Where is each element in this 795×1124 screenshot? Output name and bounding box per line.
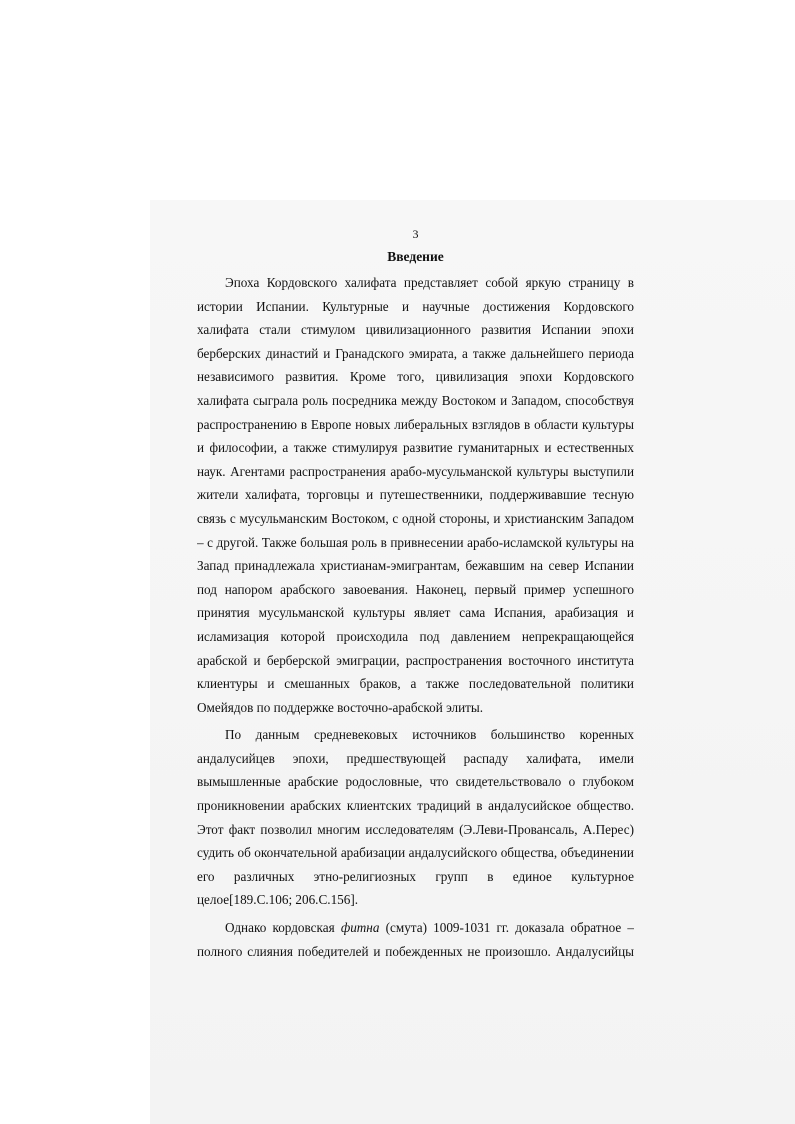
text-block [197,226,634,963]
paragraph-line: жители халифата, торговцы и путешественники, поддерживавшие тесную [197,487,634,503]
paragraph-line: берберских династий и Гранадского эмирата, а также дальнейшего периода [197,345,634,361]
paragraph-line: вымышленные арабские родословные, что свидетельствовало о глубоком [197,774,634,790]
paragraph-line: По данным средневековых источников большинство коренных [225,727,634,743]
paragraph-line [197,916,634,940]
paragraph-line: андалусийцев эпохи, предшествующей распаду халифата, имели [197,750,634,766]
page-number: 3 [412,227,419,241]
paragraph-line: проникновении арабских клиентских традиций в андалусийское общество. [197,798,634,814]
line-text: Однако кордовская [225,920,341,936]
paragraph-line: халифата стали стимулом цивилизационного развития Испании эпохи [197,322,634,338]
paragraph-3 [197,916,634,963]
paragraph-line: связь с мусульманским Востоком, с одной стороны, и христианским Западом [197,510,634,526]
paragraph-line: арабской и берберской эмиграции, распространения восточного института [197,652,634,668]
line-text: (смута) 1009-1031 гг. доказала обратное – [379,920,634,936]
paragraph-line: распространению в Европе новых либеральных взглядов в области культуры [197,416,634,432]
paragraph-line: целое[189.С.106; 206.С.156]. [197,892,359,908]
paragraph-line: судить об окончательной арабизации андалусийского общества, объединении [197,845,634,861]
paragraph-line: Запад принадлежала христианам-эмигрантам, бежавшим на север Испании [197,558,634,574]
paragraph-line: Омейядов по поддержке восточно-арабской элиты. [197,699,484,715]
paragraph-line: независимого развития. Кроме того, цивилизация эпохи Кордовского [197,369,634,385]
paragraph-line: и философии, а также стимулируя развитие гуманитарных и естественных [197,440,634,456]
paragraph-line: истории Испании. Культурные и научные достижения Кордовского [197,298,634,314]
paragraph-line: принятия мусульманской культуры являет сама Испания, арабизация и [197,605,634,621]
italic-term: фитна [340,920,380,936]
paragraph-2 [197,723,634,912]
paragraph-line: исламизация которой происходила под давлением непрекращающейся [197,628,634,644]
paragraph-line: – с другой. Также большая роль в привнесении арабо-исламской культуры на [197,534,634,550]
paragraph-line: Этот факт позволил многим исследователям (Э.Леви-Провансаль, А.Перес) [197,821,634,837]
paragraph-line: его различных этно-религиозных групп в единое культурное [197,868,634,884]
paragraph-line: полного слияния победителей и побежденных не произошло. Андалусийцы [197,943,634,959]
paragraph-line: халифата сыграла роль посредника между Востоком и Западом, способствуя [197,392,634,408]
paragraph-line: клиентуры и смешанных браков, а также последовательной политики [197,676,634,692]
paragraph-line: наук. Агентами распространения арабо-мусульманской культуры выступили [197,463,634,479]
paragraph-line: под напором арабского завоевания. Наконец, первый пример успешного [197,581,634,597]
paragraph-line: Эпоха Кордовского халифата представляет собой яркую страницу в [225,275,634,290]
section-heading: Введение [387,249,444,264]
paragraph-1 [197,271,634,719]
